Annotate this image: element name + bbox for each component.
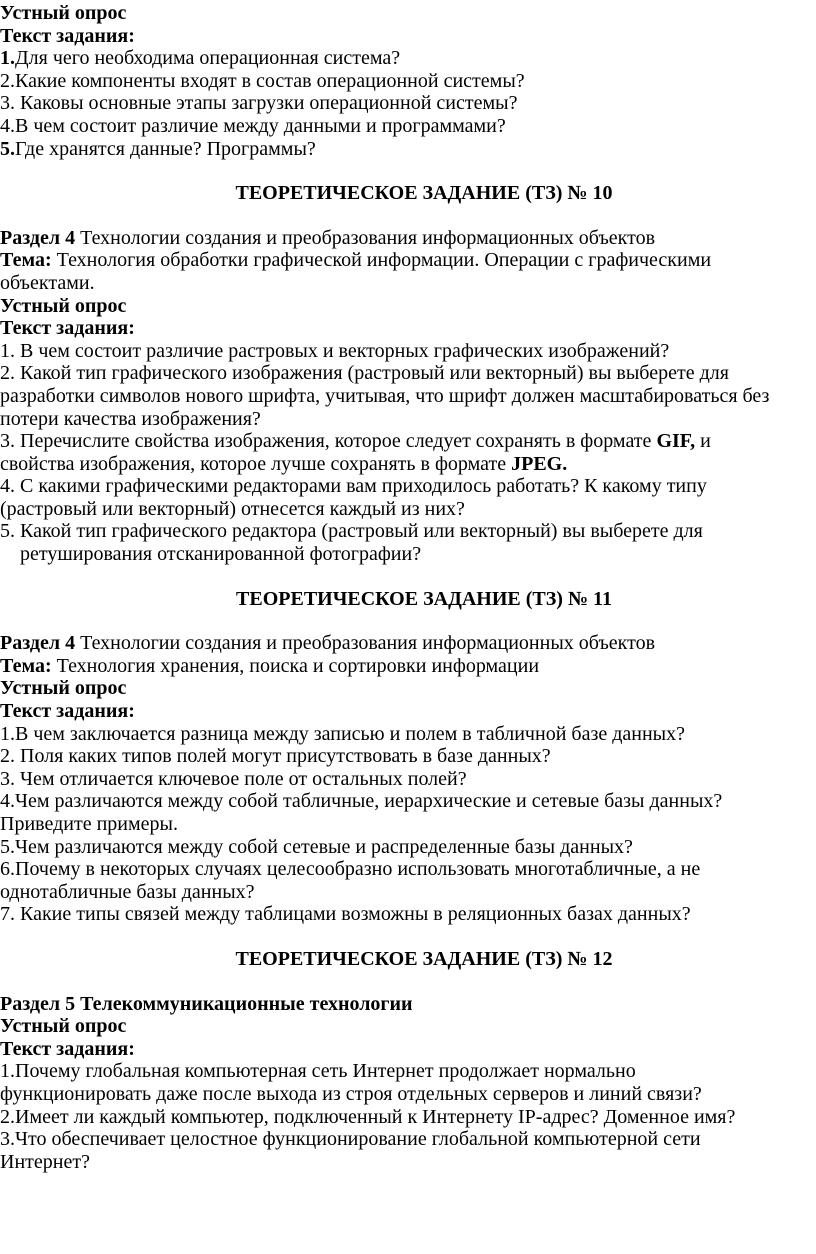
question-item: 4.Чем различаются между собой табличные, иерархические и сетевые базы данных? <box>0 790 723 813</box>
section-line <box>0 227 802 250</box>
format-gif: GIF, <box>656 430 696 453</box>
question-text: Для чего необходима операционная система? <box>15 47 401 70</box>
question-item: 5.Чем различаются между собой сетевые и распределенные базы данных? <box>0 835 633 858</box>
task-text-label: Текст задания: <box>0 24 135 47</box>
oral-survey-label: Устный опрос <box>0 2 127 24</box>
section-text: Технологии создания и преобразования информационных объектов <box>75 226 656 249</box>
topic-label: Тема: <box>0 654 52 677</box>
section-text: Технологии создания и преобразования информационных объектов <box>75 632 656 655</box>
question-text: 3. Перечислите свойства изображения, которое следует сохранять в формате <box>0 430 657 453</box>
section-label: Раздел 4 <box>0 226 76 249</box>
section-line: Раздел 5 Телекоммуникационные технологии <box>0 992 413 1015</box>
topic-label: Тема: <box>0 249 52 272</box>
question-item: 2.Какие компоненты входят в состав операционной системы? <box>0 69 525 92</box>
question-text: и <box>695 430 711 453</box>
section-heading-tz12: ТЕОРЕТИЧЕСКОЕ ЗАДАНИЕ (ТЗ) № 12 <box>235 947 613 970</box>
question-text: свойства изображения, которое лучше сохранять в формате <box>0 452 512 475</box>
question-item-cont: Приведите примеры. <box>0 813 178 835</box>
question-item: 5. Какой тип графического редактора (растровый или векторный) вы выберете для <box>0 520 703 543</box>
question-item: 6.Почему в некоторых случаях целесообразно использовать многотабличные, а не <box>0 858 701 881</box>
topic-line <box>0 249 802 272</box>
question-item-cont: потери качества изображения? <box>0 407 261 430</box>
task-text-label: Текст задания: <box>0 317 135 340</box>
topic-text: Технология хранения, поиска и сортировки информации <box>51 654 540 677</box>
question-item-cont: (растровый или векторный) отнесется каждый из них? <box>0 497 465 520</box>
topic-line <box>0 655 802 678</box>
section-line <box>0 632 802 655</box>
oral-survey-label: Устный опрос <box>0 294 127 317</box>
question-item: 3.Что обеспечивает целостное функционирование глобальной компьютерной сети <box>0 1128 701 1151</box>
question-text: Где хранятся данные? Программы? <box>15 137 316 160</box>
topic-text: Технология обработки графической информации. Операции с графическими <box>51 249 712 272</box>
question-item: 3. Каковы основные этапы загрузки операционной системы? <box>0 92 518 115</box>
question-item: 2. Поля каких типов полей могут присутствовать в базе данных? <box>0 745 551 768</box>
section-label: Раздел 4 <box>0 632 76 655</box>
oral-survey-label: Устный опрос <box>0 1015 127 1038</box>
question-item-cont: однотабличные базы данных? <box>0 880 255 903</box>
topic-line-cont: объектами. <box>0 271 95 294</box>
question-item <box>0 430 802 453</box>
question-number: 5. <box>0 137 15 160</box>
question-item-cont: ретуширования отсканированной фотографии? <box>20 543 422 566</box>
question-item: 3. Чем отличается ключевое поле от остальных полей? <box>0 767 467 790</box>
question-item: 4.В чем состоит различие между данными и программами? <box>0 114 506 137</box>
question-item: 1. В чем состоит различие растровых и векторных графических изображений? <box>0 339 670 362</box>
question-item-cont: разработки символов нового шрифта, учитывая, что шрифт должен масштабироваться без <box>0 384 770 407</box>
task-text-label: Текст задания: <box>0 700 135 723</box>
question-item: 7. Какие типы связей между таблицами возможны в реляционных базах данных? <box>0 903 691 926</box>
question-item: 2. Какой тип графического изображения (растровый или векторный) вы выберете для <box>0 362 729 385</box>
question-item-cont <box>0 453 802 476</box>
question-item <box>0 47 802 70</box>
section-heading-tz11: ТЕОРЕТИЧЕСКОЕ ЗАДАНИЕ (ТЗ) № 11 <box>236 587 612 610</box>
section-heading-tz10: ТЕОРЕТИЧЕСКОЕ ЗАДАНИЕ (ТЗ) № 10 <box>235 182 613 205</box>
task-text-label: Текст задания: <box>0 1037 135 1060</box>
question-item-cont: Интернет? <box>0 1150 90 1173</box>
oral-survey-label: Устный опрос <box>0 677 127 700</box>
question-number: 1. <box>0 47 15 70</box>
question-item-cont: функционировать даже после выхода из строя отдельных серверов и линий связи? <box>0 1082 702 1105</box>
question-item: 4. С какими графическими редакторами вам приходилось работать? К какому типу <box>0 475 707 498</box>
question-item: 2.Имеет ли каждый компьютер, подключенный к Интернету IP-адрес? Доменное имя? <box>0 1105 736 1128</box>
question-item: 1.Почему глобальная компьютерная сеть Интернет продолжает нормально <box>0 1060 636 1083</box>
question-item <box>0 138 802 161</box>
question-item: 1.В чем заключается разница между записью и полем в табличной базе данных? <box>0 722 685 745</box>
format-jpeg: JPEG. <box>511 452 568 475</box>
